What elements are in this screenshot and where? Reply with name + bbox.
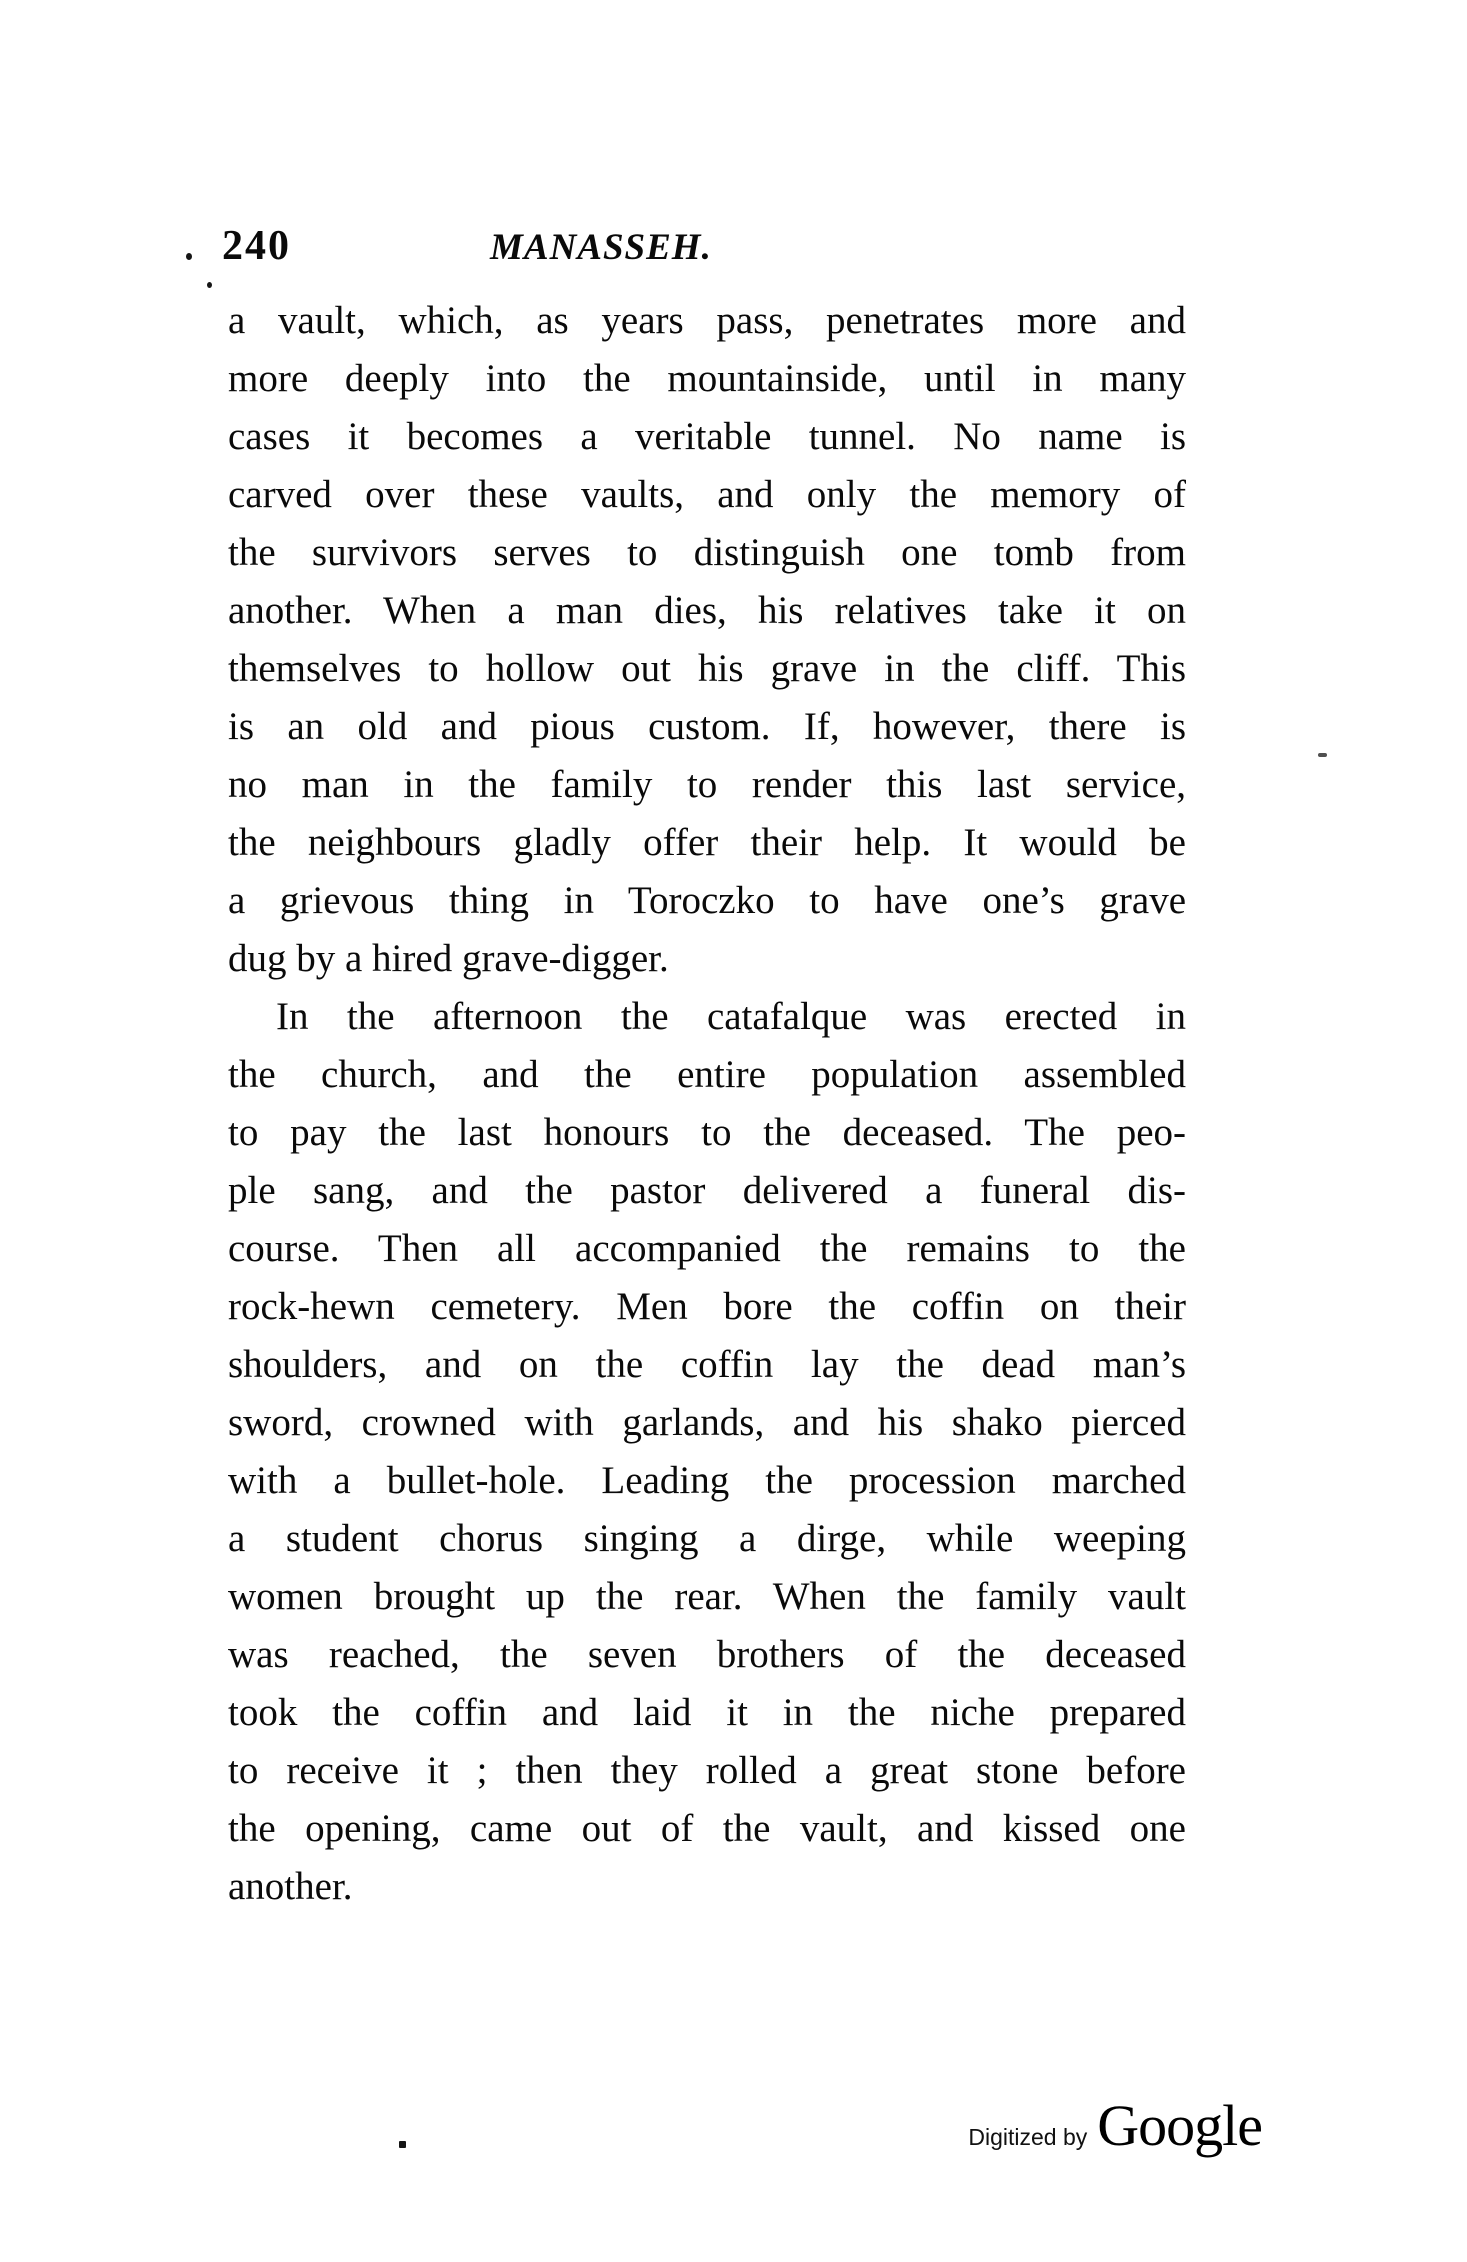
- text-line: the survivors serves to distinguish one tomb from: [228, 531, 1186, 574]
- paragraph: [228, 988, 1186, 1916]
- text-line: with a bullet-hole. Leading the procession marched: [228, 1459, 1186, 1502]
- paragraph: [228, 292, 1186, 988]
- running-title: MANASSEH.: [490, 227, 712, 268]
- text-line: rock-hewn cemetery. Men bore the coffin on their: [228, 1285, 1186, 1328]
- text-line: shoulders, and on the coffin lay the dead man’s: [228, 1343, 1186, 1386]
- ink-speck: [1318, 753, 1327, 757]
- text-block: [228, 292, 1186, 1916]
- text-line: carved over these vaults, and only the memory of: [228, 473, 1186, 516]
- text-line: another.: [228, 1865, 353, 1908]
- ink-speck: [186, 253, 192, 260]
- text-line: the neighbours gladly offer their help. It would be: [228, 821, 1186, 864]
- text-line: women brought up the rear. When the family vault: [228, 1575, 1186, 1618]
- text-line: is an old and pious custom. If, however, there is: [228, 705, 1186, 748]
- text-line: sword, crowned with garlands, and his shako pierced: [228, 1401, 1186, 1444]
- text-line: a vault, which, as years pass, penetrates more and: [228, 299, 1186, 342]
- text-line: the church, and the entire population assembled: [228, 1053, 1186, 1096]
- text-line: ple sang, and the pastor delivered a funeral dis-: [228, 1169, 1186, 1212]
- text-line: course. Then all accompanied the remains to the: [228, 1227, 1186, 1270]
- text-line: cases it becomes a veritable tunnel. No name is: [228, 415, 1186, 458]
- text-line: took the coffin and laid it in the niche prepared: [228, 1691, 1186, 1734]
- text-line: the opening, came out of the vault, and kissed one: [228, 1807, 1186, 1850]
- ink-speck: [207, 282, 212, 288]
- text-line: more deeply into the mountainside, until in many: [228, 357, 1186, 400]
- text-line: In the afternoon the catafalque was erected in: [276, 995, 1186, 1038]
- text-line: themselves to hollow out his grave in the cliff. This: [228, 647, 1186, 690]
- text-line: a student chorus singing a dirge, while weeping: [228, 1517, 1186, 1560]
- text-line: no man in the family to render this last service,: [228, 763, 1186, 806]
- google-logo: Google: [1097, 2093, 1262, 2158]
- ink-speck: [399, 2141, 406, 2148]
- text-line: another. When a man dies, his relatives take it on: [228, 589, 1186, 632]
- text-line: to receive it ; then they rolled a great stone before: [228, 1749, 1186, 1792]
- text-line: a grievous thing in Toroczko to have one’s grave: [228, 879, 1186, 922]
- digitization-footer: [968, 2092, 1262, 2159]
- text-line: was reached, the seven brothers of the deceased: [228, 1633, 1186, 1676]
- page-number: 240: [222, 223, 291, 269]
- digitized-by-label: Digitized by: [968, 2124, 1088, 2150]
- text-line: to pay the last honours to the deceased. The peo-: [228, 1111, 1186, 1154]
- text-line: dug by a hired grave-digger.: [228, 937, 669, 980]
